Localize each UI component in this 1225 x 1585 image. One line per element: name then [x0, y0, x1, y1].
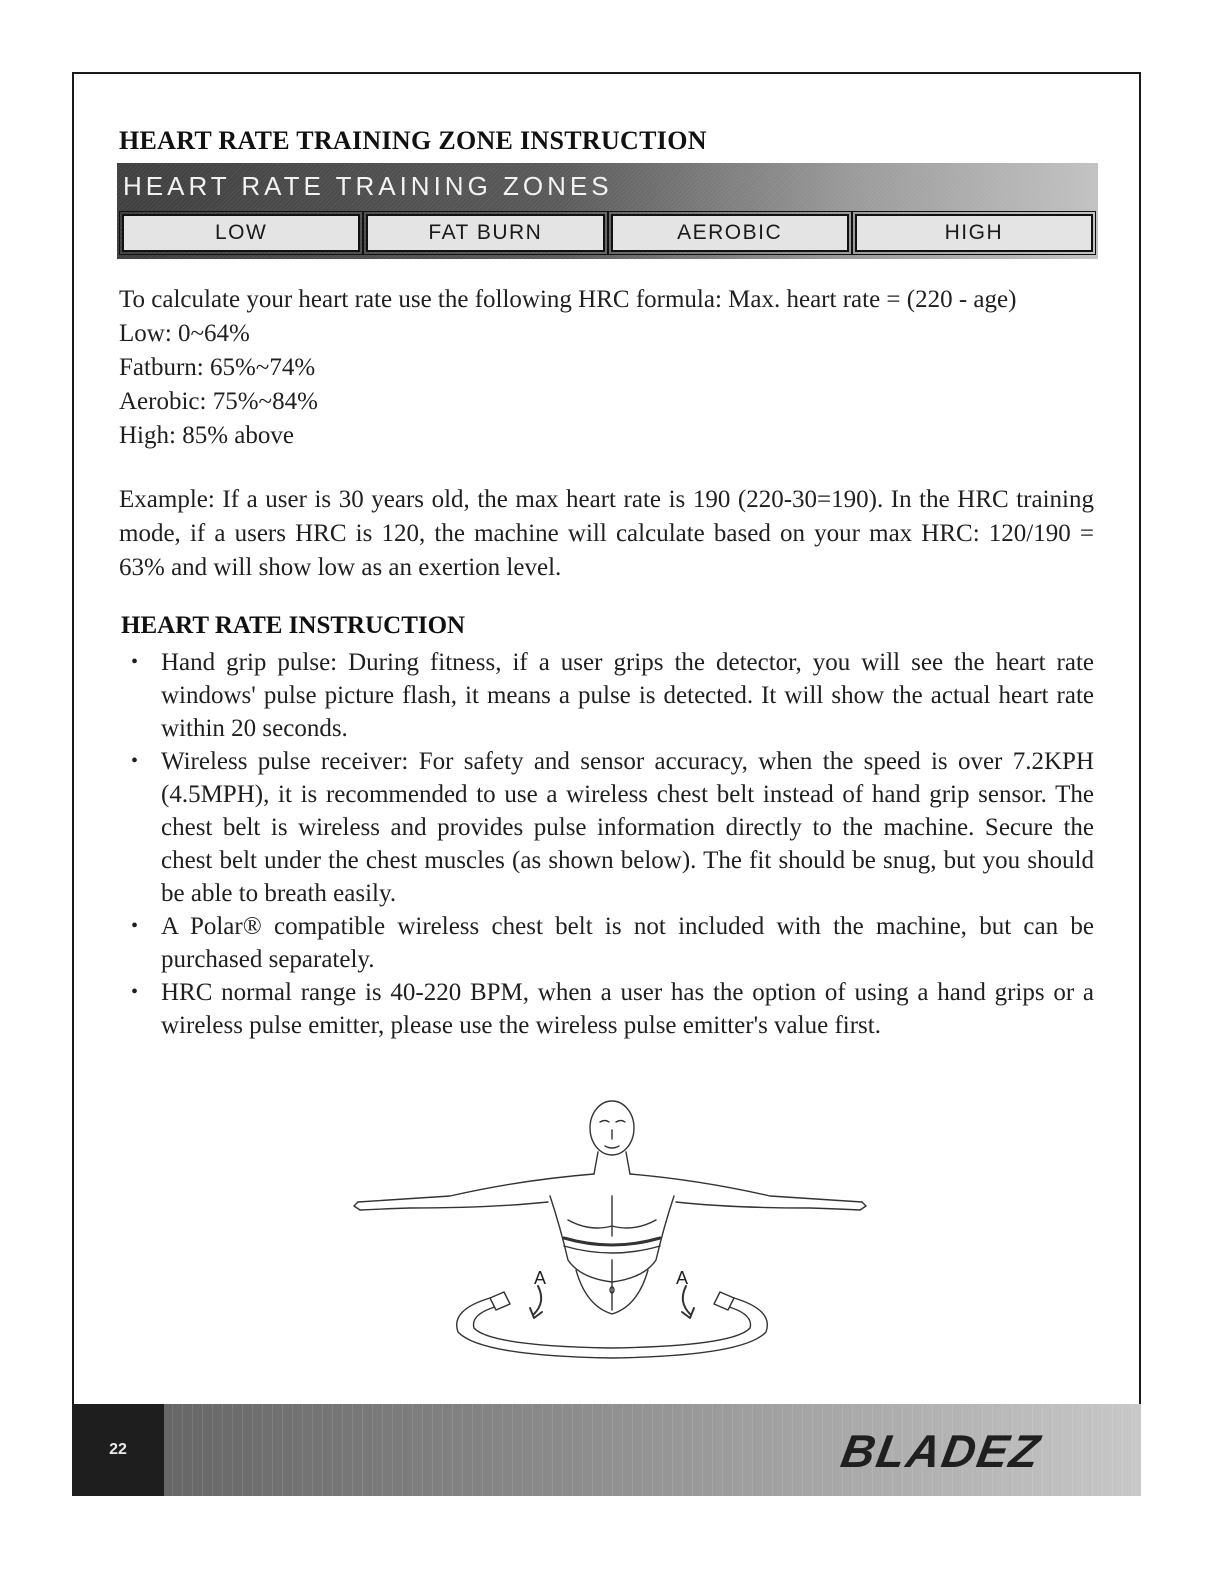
bullet-icon: •: [131, 651, 139, 673]
chest-belt-illustration: [350, 1100, 870, 1365]
zone-ranges: [119, 317, 1094, 453]
list-item-text: HRC normal range is 40-220 BPM, when a user has the option of using a hand grips or a wireless pulse emitter, please use the wireless pulse emitter's value first.: [161, 979, 1094, 1039]
example-paragraph: Example: If a user is 30 years old, the max heart rate is 190 (220-30=190). In the HRC training mode, if a users HRC is 120, the machine will calculate based on your max HRC: 120/190 = 63% and will show low as an exertion level.: [119, 486, 1094, 581]
list-item-text: A Polar® compatible wireless chest belt is not included with the machine, but can be purchased separately.: [161, 913, 1094, 973]
list-item: [119, 910, 1094, 976]
list-item-text: Hand grip pulse: During fitness, if a user grips the detector, you will see the heart rate windows' pulse picture flash, it means a pulse is detected. It will show the actual heart rate within 20 seconds.: [161, 649, 1094, 742]
bullet-icon: •: [131, 750, 139, 772]
zones-panel-title: HEART RATE TRAINING ZONES: [123, 171, 613, 201]
bullet-icon: •: [131, 981, 139, 1003]
zone-high: HIGH: [855, 214, 1093, 252]
page-footer: [72, 1404, 1141, 1496]
bullet-icon: •: [131, 915, 139, 937]
formula-text: To calculate your heart rate use the following HRC formula: Max. heart rate = (220 - age): [119, 286, 1017, 313]
zone-aerobic: AEROBIC: [611, 214, 849, 252]
instruction-list: [119, 646, 1094, 1042]
page-number: 22: [109, 1441, 127, 1458]
page-number-box: [72, 1404, 164, 1496]
zone-range-low: Low: 0~64%: [119, 320, 250, 347]
list-item: [119, 976, 1094, 1042]
zone-range-high: High: 85% above: [119, 422, 294, 449]
label-a-left: A: [534, 1268, 547, 1288]
chest-belt-figure-icon: [350, 1100, 870, 1365]
list-item: [119, 646, 1094, 745]
zone-range-aerobic: Aerobic: 75%~84%: [119, 388, 318, 415]
list-item: [119, 745, 1094, 910]
zones-row: [122, 214, 1093, 252]
zone-range-fatburn: Fatburn: 65%~74%: [119, 354, 316, 381]
zone-low: LOW: [122, 214, 360, 252]
page-title: HEART RATE TRAINING ZONE INSTRUCTION: [119, 126, 707, 155]
zone-fat-burn: FAT BURN: [366, 214, 604, 252]
label-a-right: A: [676, 1268, 689, 1288]
brand-logo: BLADEZ: [837, 1425, 1046, 1477]
list-item-text: Wireless pulse receiver: For safety and sensor accuracy, when the speed is over 7.2KPH (4.5MPH), it is recommended to use a wireless chest belt instead of hand grip sensor. The chest belt is wireless and provides pulse information directly to the machine. Secure the chest belt under the chest muscles (as shown below). The fit should be snug, but you should be able to breath easily.: [161, 748, 1094, 907]
section-heading: HEART RATE INSTRUCTION: [121, 612, 466, 639]
training-zones-panel: [117, 163, 1098, 259]
